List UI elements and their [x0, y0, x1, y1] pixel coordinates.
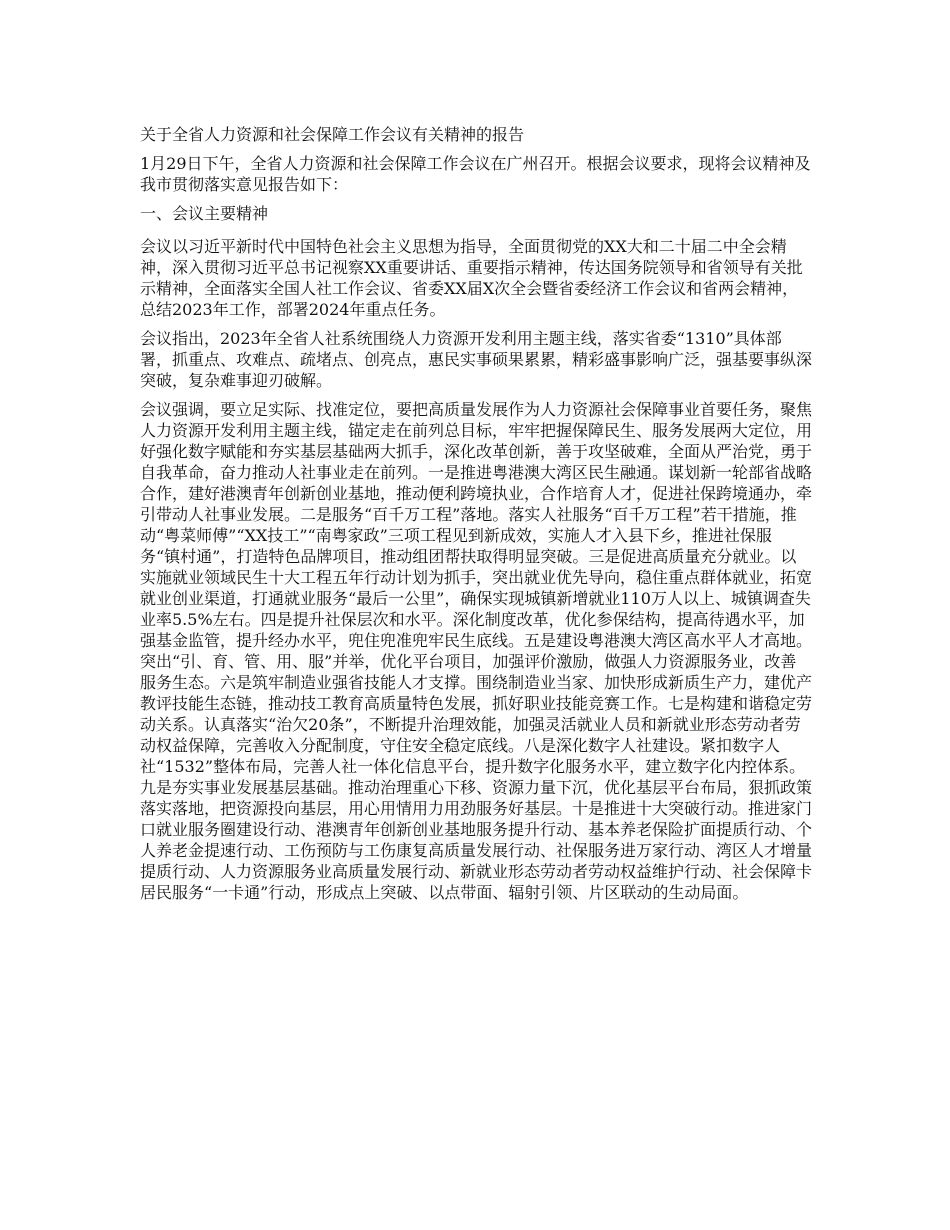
document-page	[140, 124, 812, 911]
intro-paragraph: 1月29日下午，全省人力资源和社会保障工作会议在广州召开。根据会议要求，现将会议精神及我市贯彻落实意见报告如下：	[140, 154, 811, 194]
document-title: 关于全省人力资源和社会保障工作会议有关精神的报告	[140, 125, 525, 144]
body-paragraph-3: 会议强调，要立足实际、找准定位，要把高质量发展作为人力资源社会保障事业首要任务，聚焦人力资源开发利用主题主线，锚定走在前列总目标，牢牢把握保障民生、服务发展两大定位，用好强化数字赋能和夯实基层基础两大抓手，深化改革创新，善于攻坚破难，全面从严治党，勇于自我革命，奋力推动人社事业走在前列。一是推进粤港澳大湾区民生融通。谋划新一轮部省战略合作，建好港澳青年创新创业基地，推动便利跨境执业，合作培育人才，促进社保跨境通办，牵引带动人社事业发展。二是服务“百千万工程”落地。落实人社服务“百千万工程”若干措施，推动“粤菜师傅”“XX技工”“南粤家政”三项工程见到新成效，实施人才入县下乡，推进社保服务“镇村通”，打造特色品牌项目，推动组团帮扶取得明显突破。三是促进高质量充分就业。以实施就业领域民生十大工程五年行动计划为抓手，突出就业优先导向，稳住重点群体就业，拓宽就业创业渠道，打通就业服务“最后一公里”，确保实现城镇新增就业110万人以上、城镇调查失业率5.5%左右。四是提升社保层次和水平。深化制度改革，优化参保结构，提高待遇水平，加强基金监管，提升经办水平，兜住兜准兜牢民生底线。五是建设粤港澳大湾区高水平人才高地。突出“引、育、管、用、服”并举，优化平台项目，加强评价激励，做强人力资源服务业，改善服务生态。六是筑牢制造业强省技能人才支撑。围绕制造业当家、加快形成新质生产力，建优产教评技能生态链，推动技工教育高质量特色发展，抓好职业技能竞赛工作。七是构建和谐稳定劳动关系。认真落实“治欠20条”，不断提升治理效能，加强灵活就业人员和新就业形态劳动者劳动权益保障，完善收入分配制度，守住安全稳定底线。八是深化数字人社建设。紧扣数字人社“1532”整体布局，完善人社一体化信息平台，提升数字化服务水平，建立数字化内控体系。九是夯实事业发展基层基础。推动治理重心下移、资源力量下沉，优化基层平台布局，狠抓政策落实落地，把资源投向基层，用心用情用力用劲服务好基层。十是推进十大突破行动。推进家门口就业服务圈建设行动、港澳青年创新创业基地服务提升行动、基本养老保险扩面提质行动、个人养老金提速行动、工伤预防与工伤康复高质量发展行动、社保服务进万家行动、湾区人才增量提质行动、人力资源服务业高质量发展行动、新就业形态劳动者劳动权益维护行动、社会保障卡居民服务“一卡通”行动，形成点上突破、以点带面、辐射引领、片区联动的生动局面。	[140, 400, 813, 902]
body-paragraph-1: 会议以习近平新时代中国特色社会主义思想为指导，全面贯彻党的XX大和二十届二中全会精神，深入贯彻习近平总书记视察XX重要讲话、重要指示精神，传达国务院领导和省领导有关批示精神，全面落实全国人社工作会议、省委XX届X次全会暨省委经济工作会议和省两会精神，总结2023年工作，部署2024年重点任务。	[140, 237, 803, 319]
section-heading: 一、会议主要精神	[140, 204, 269, 223]
body-paragraph-2: 会议指出，2023年全省人社系统围绕人力资源开发利用主题主线，落实省委“1310”具体部署，抓重点、攻难点、疏堵点、创亮点，惠民实事硕果累累，精彩盛事影响广泛，强基要事纵深突破，复杂难事迎刃破解。	[140, 329, 813, 390]
